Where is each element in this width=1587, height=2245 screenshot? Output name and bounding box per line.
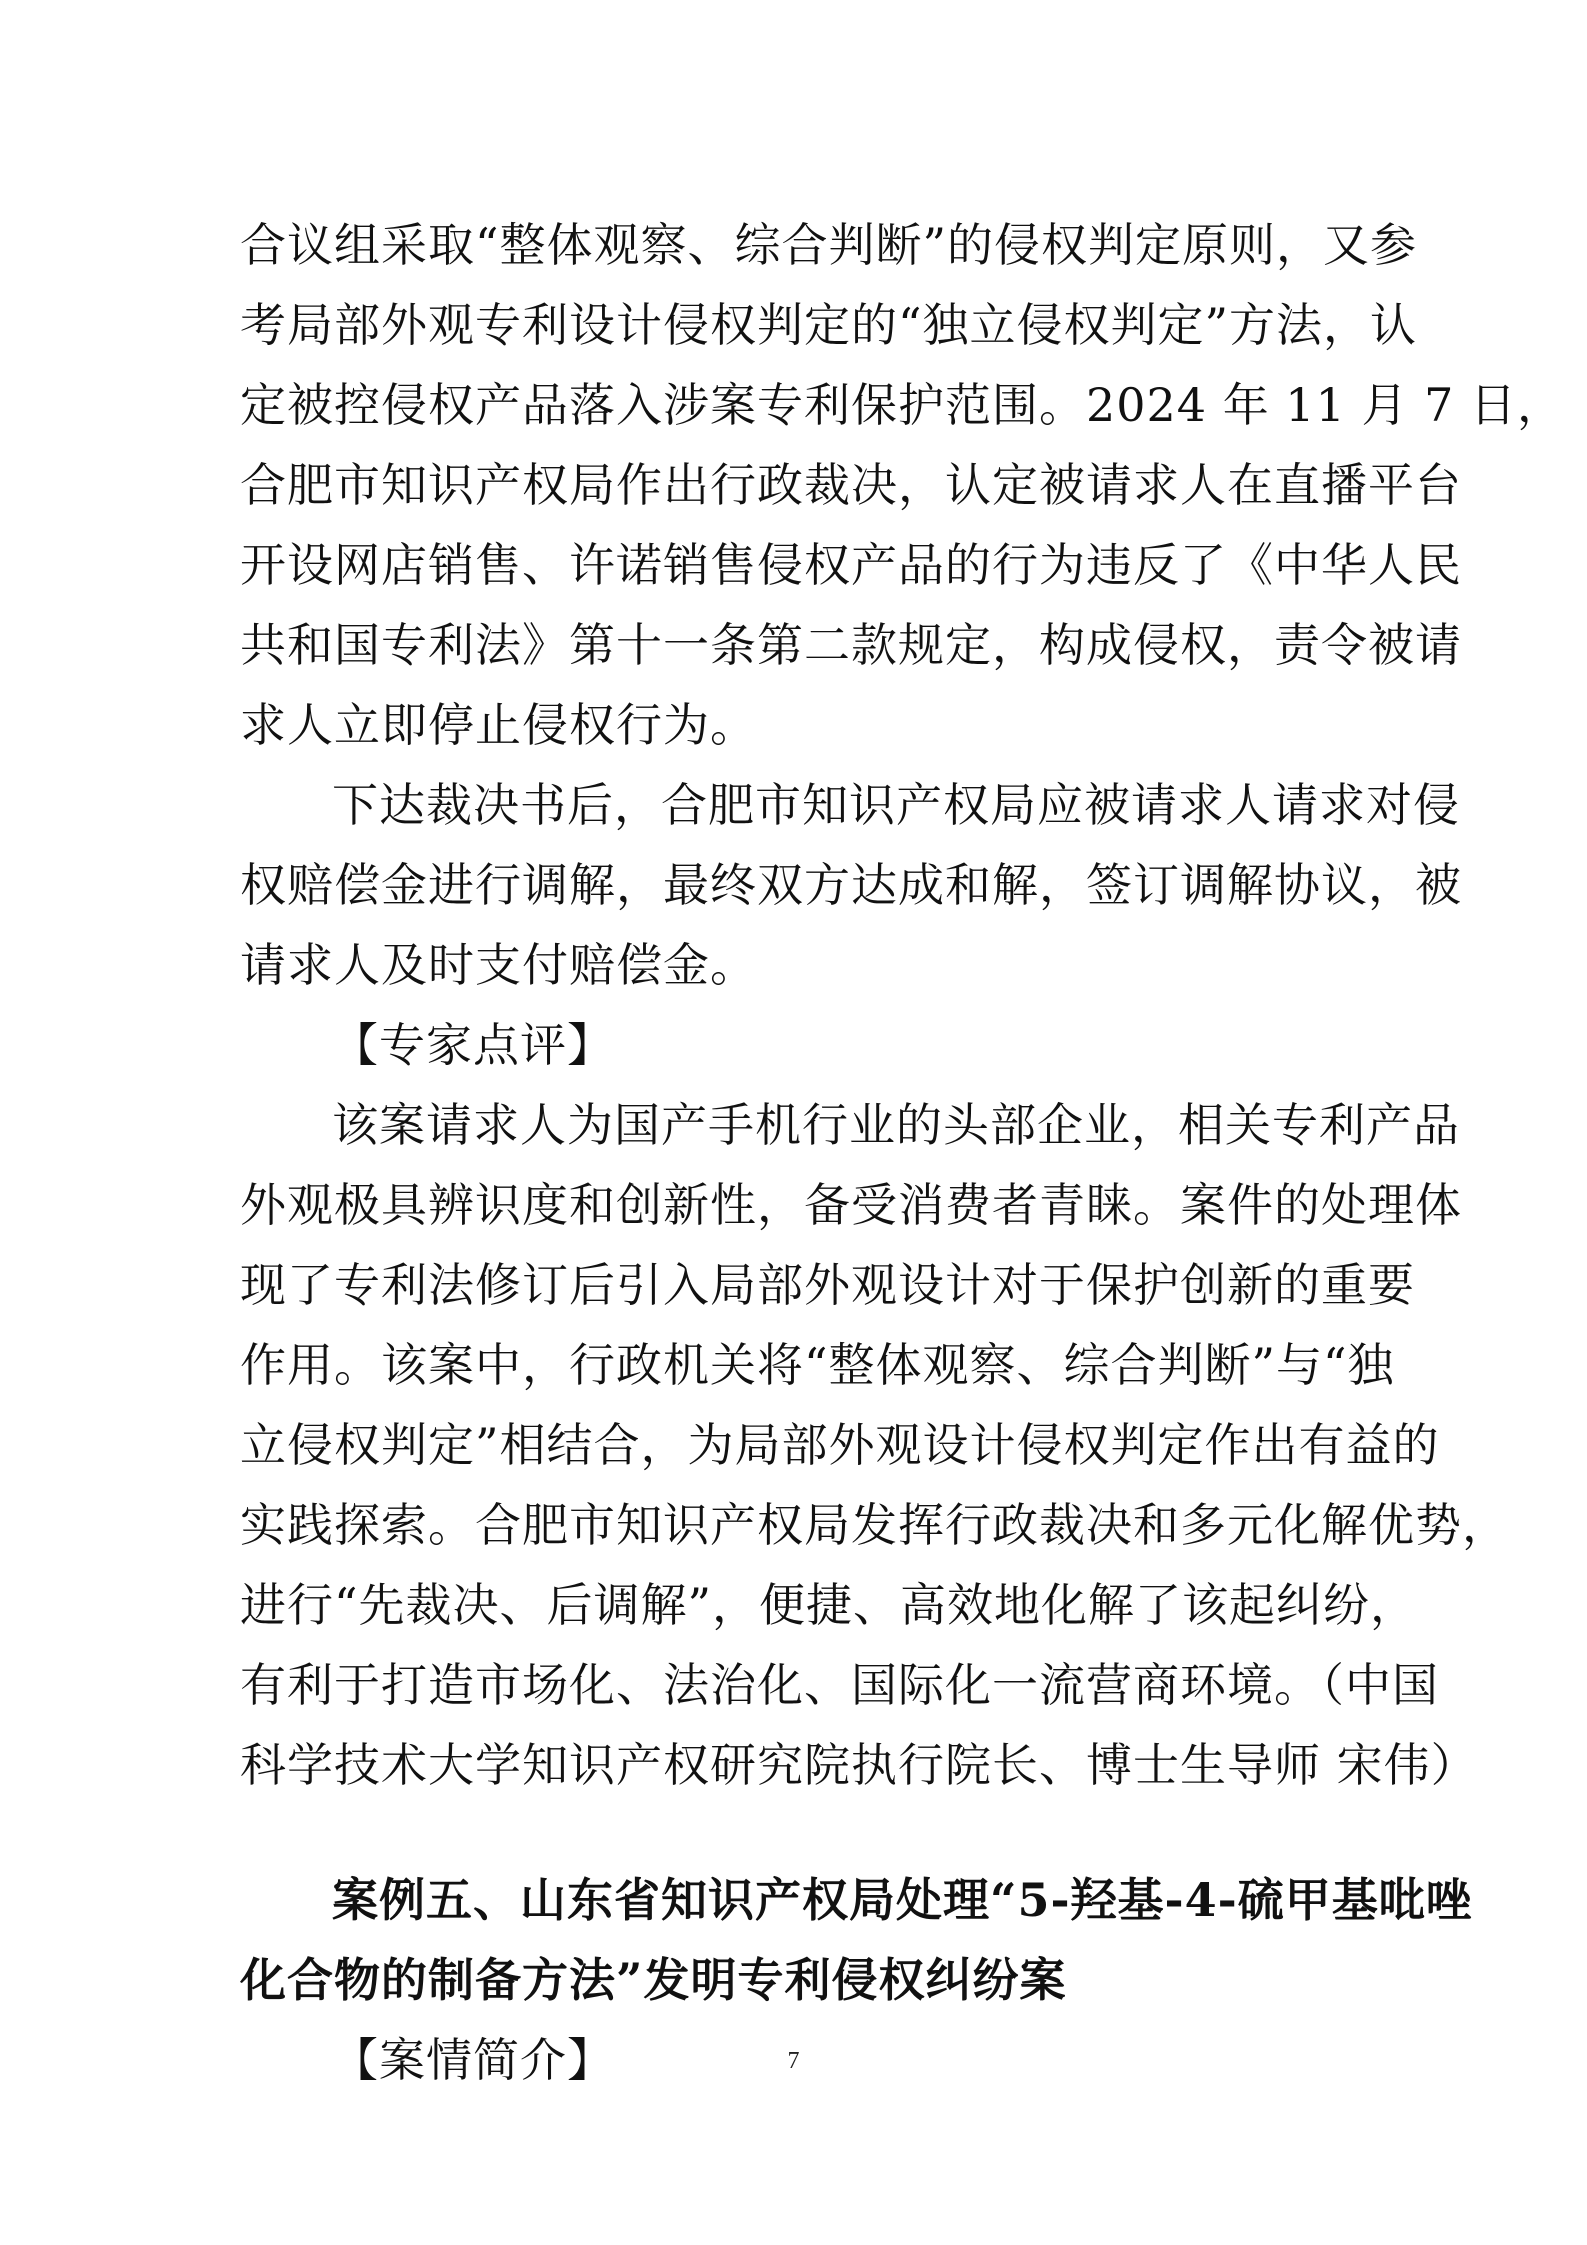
text-line: 进行“先裁决、后调解”，便捷、高效地化解了该起纠纷， <box>240 1578 1418 1632</box>
paragraph-mediation <box>240 765 1462 1005</box>
text-line: 立侵权判定”相结合，为局部外观设计侵权判定作出有益的 <box>240 1418 1440 1472</box>
text-line: 下达裁决书后，合肥市知识产权局应被请求人请求对侵 <box>332 778 1460 832</box>
text-line: 现了专利法修订后引入局部外观设计对于保护创新的重要 <box>240 1258 1415 1312</box>
text-line: 合议组采取“整体观察、综合判断”的侵权判定原则，又参 <box>240 218 1418 272</box>
text-line: 有利于打造市场化、法治化、国际化一流营商环境。（中国 <box>240 1658 1439 1712</box>
paragraph-expert-comment <box>240 1085 1509 1805</box>
text-line: 共和国专利法》第十一条第二款规定，构成侵权，责令被请 <box>240 618 1462 672</box>
document-body <box>240 205 1564 2100</box>
case-title <box>240 1860 1473 2020</box>
text-line: 考局部外观专利设计侵权判定的“独立侵权判定”方法，认 <box>240 298 1418 352</box>
case-title-line: 化合物的制备方法”发明专利侵权纠纷案 <box>240 1953 1067 2007</box>
case-intro-heading: 【案情简介】 <box>332 2033 614 2087</box>
text-line: 该案请求人为国产手机行业的头部企业，相关专利产品 <box>332 1098 1460 1152</box>
text-line: 作用。该案中，行政机关将“整体观察、综合判断”与“独 <box>240 1338 1395 1392</box>
text-line: 请求人及时支付赔偿金。 <box>240 938 757 992</box>
expert-comment-heading: 【专家点评】 <box>332 1018 614 1072</box>
page-number: 7 <box>787 2048 800 2074</box>
text-line: 科学技术大学知识产权研究院执行院长、博士生导师 宋伟） <box>240 1738 1478 1792</box>
text-line: 开设网店销售、许诺销售侵权产品的行为违反了《中华人民 <box>240 538 1462 592</box>
text-line: 外观极具辨识度和创新性，备受消费者青睐。案件的处理体 <box>240 1178 1462 1232</box>
case-title-line: 案例五、山东省知识产权局处理“5-羟基-4-硫甲基吡唑 <box>332 1873 1473 1927</box>
text-line: 实践探索。合肥市知识产权局发挥行政裁决和多元化解优势， <box>240 1498 1509 1552</box>
text-line: 定被控侵权产品落入涉案专利保护范围。2024 年 11 月 7 日， <box>240 378 1564 432</box>
text-line: 合肥市知识产权局作出行政裁决，认定被请求人在直播平台 <box>240 458 1462 512</box>
text-line: 求人立即停止侵权行为。 <box>240 698 757 752</box>
paragraph-ruling <box>240 205 1564 765</box>
text-line: 权赔偿金进行调解，最终双方达成和解，签订调解协议，被 <box>240 858 1462 912</box>
